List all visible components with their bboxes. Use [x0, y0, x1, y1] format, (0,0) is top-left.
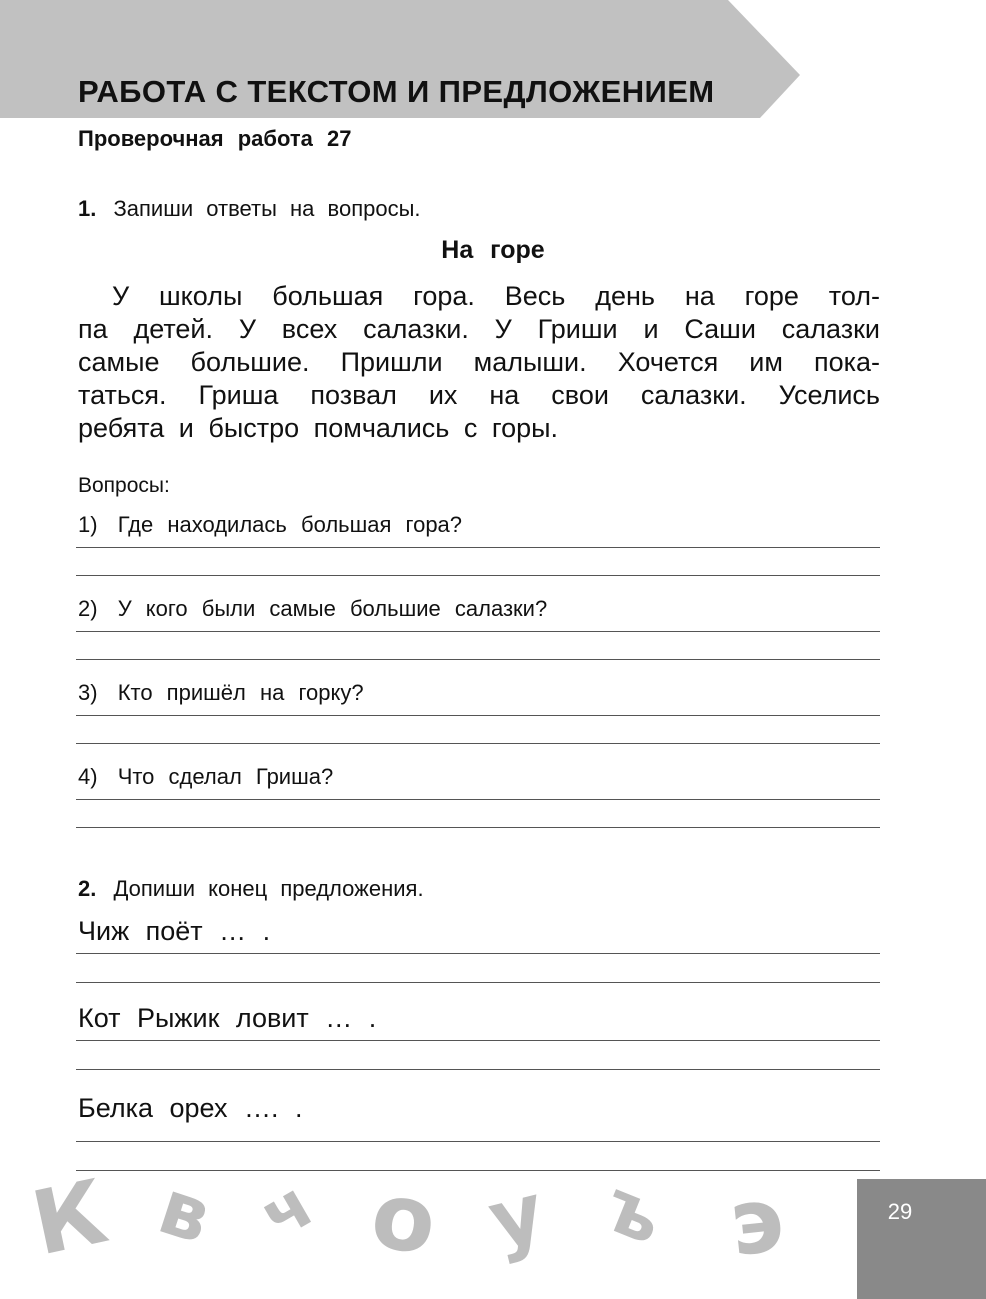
- story-line: таться. Гриша позвал их на свои салазки. Уселись: [78, 380, 880, 410]
- decorative-letter: э: [724, 1166, 789, 1277]
- question-number: 2): [78, 596, 98, 621]
- question-text: У кого были самые большие салазки?: [117, 596, 548, 621]
- work-title: Проверочная работа 27: [78, 126, 352, 151]
- questions-label: Вопросы:: [78, 474, 170, 497]
- section-title: РАБОТА С ТЕКСТОМ И ПРЕДЛОЖЕНИЕМ: [78, 74, 715, 109]
- answer-line[interactable]: [76, 547, 880, 548]
- answer-line[interactable]: [76, 575, 880, 576]
- decorative-letters: [0, 1160, 860, 1299]
- task2-heading: [78, 876, 424, 902]
- question-number: 1): [78, 512, 98, 537]
- story-line: па детей. У всех салазки. У Гриши и Саши салазки: [78, 314, 880, 344]
- task1-number: 1.: [78, 196, 97, 221]
- question-number: 4): [78, 764, 98, 789]
- answer-line[interactable]: [76, 1040, 880, 1041]
- question-item: [78, 596, 547, 622]
- decorative-letter: ъ: [593, 1162, 676, 1262]
- decorative-letter: о: [365, 1160, 443, 1276]
- answer-line[interactable]: [76, 1069, 880, 1070]
- answer-line[interactable]: [76, 827, 880, 828]
- question-number: 3): [78, 680, 98, 705]
- answer-line[interactable]: [76, 982, 880, 983]
- story-line: ребята и быстро помчались с горы.: [78, 413, 559, 443]
- answer-line[interactable]: [76, 1141, 880, 1142]
- answer-line[interactable]: [76, 953, 880, 954]
- answer-line[interactable]: [76, 743, 880, 744]
- story-line: самые большие. Пришли малыши. Хочется им пока-: [78, 347, 880, 377]
- question-item: [78, 764, 333, 790]
- sentence-to-complete: Кот Рыжик ловит … .: [78, 1003, 377, 1033]
- page-number: 29: [887, 1199, 913, 1224]
- task2-number: 2.: [78, 876, 97, 901]
- story-line: У школы большая гора. Весь день на горе тол-: [112, 281, 880, 311]
- decorative-letter: ч: [247, 1165, 326, 1255]
- sentence-to-complete: Белка орех …. .: [78, 1093, 303, 1123]
- sentence-to-complete: Чиж поёт … .: [78, 916, 271, 946]
- question-text: Что сделал Гриша?: [117, 764, 334, 789]
- decorative-letter: К: [23, 1160, 116, 1276]
- answer-line[interactable]: [76, 631, 880, 632]
- question-item: [78, 512, 462, 538]
- story-text: [78, 280, 880, 445]
- task1-heading: [78, 196, 421, 222]
- question-item: [78, 680, 364, 706]
- answer-line[interactable]: [76, 799, 880, 800]
- answer-line[interactable]: [76, 659, 880, 660]
- story-title: На горе: [441, 236, 545, 264]
- question-text: Где находилась большая гора?: [117, 512, 463, 537]
- page-number-tab: [857, 1179, 986, 1299]
- answer-line[interactable]: [76, 715, 880, 716]
- decorative-letter: у: [479, 1164, 553, 1268]
- task2-instruction: Допиши конец предложения.: [113, 876, 424, 901]
- task1-instruction: Запиши ответы на вопросы.: [113, 196, 421, 221]
- decorative-letter: в: [148, 1161, 222, 1262]
- question-text: Кто пришёл на горку?: [117, 680, 364, 705]
